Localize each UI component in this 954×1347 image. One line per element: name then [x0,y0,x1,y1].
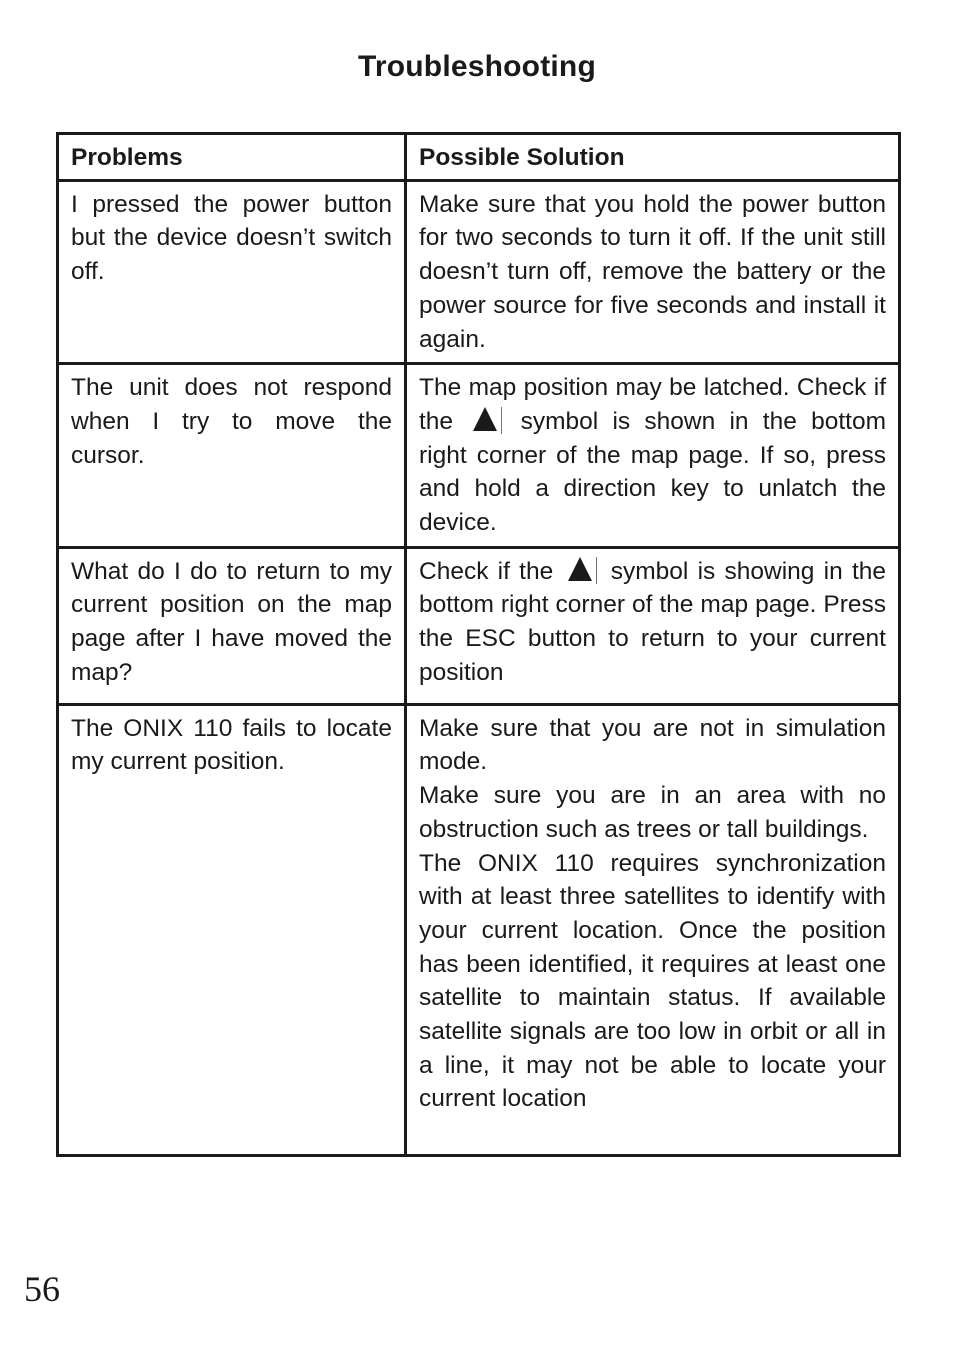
solution-text-before-icon: The map position may be latched. Check if the [419,374,886,435]
header-problems: Problems [58,134,406,181]
triangle-icon [467,407,502,434]
solution-cell [406,180,900,364]
page-number: 56 [24,1269,60,1309]
solution-paragraph: Make sure that you are not in simulation mode. [419,714,886,776]
problem-cell: The unit does not respond when I try to move the cursor. [58,364,406,548]
solution-text-after-icon: symbol is shown in the bottom right corner of the map page. If so, press and hold a direction key to unlatch the device. [419,407,887,537]
table-row [58,180,900,364]
page-title: Troubleshooting [358,50,596,83]
solution-text-after-icon: symbol is showing in the bottom right corner of the map page. Press the ESC button to return to your current position [419,557,887,686]
table-row [58,547,900,704]
solution-paragraph: The ONIX 110 requires synchronization with at least three satellites to identify with your current location. Once the position has been identified, it requires at least one satellite to maintain status. If available satellite signals are too low in orbit or all in a line, it may not be able to locate your current location [419,849,886,1113]
table-header-row [58,134,900,181]
troubleshooting-table [56,132,901,1157]
solution-cell [406,364,900,548]
problem-cell: The ONIX 110 fails to locate my current position. [58,704,406,1155]
triangle-icon [562,557,597,584]
solution-text-before-icon: Check if the [419,557,554,585]
problem-cell: What do I do to return to my current position on the map page after I have moved the map? [58,547,406,704]
solution-cell [406,547,900,704]
header-possible-solution: Possible Solution [406,134,900,181]
problem-cell: I pressed the power button but the device doesn’t switch off. [58,180,406,364]
solution-cell [406,704,900,1155]
table-row [58,704,900,1155]
table-row [58,364,900,548]
solution-paragraph: Make sure you are in an area with no obstruction such as trees or tall buildings. [419,782,886,843]
solution-paragraph: Make sure that you hold the power button for two seconds to turn it off. If the unit still doesn’t turn off, remove the battery or the power source for five seconds and install it again. [419,190,886,353]
